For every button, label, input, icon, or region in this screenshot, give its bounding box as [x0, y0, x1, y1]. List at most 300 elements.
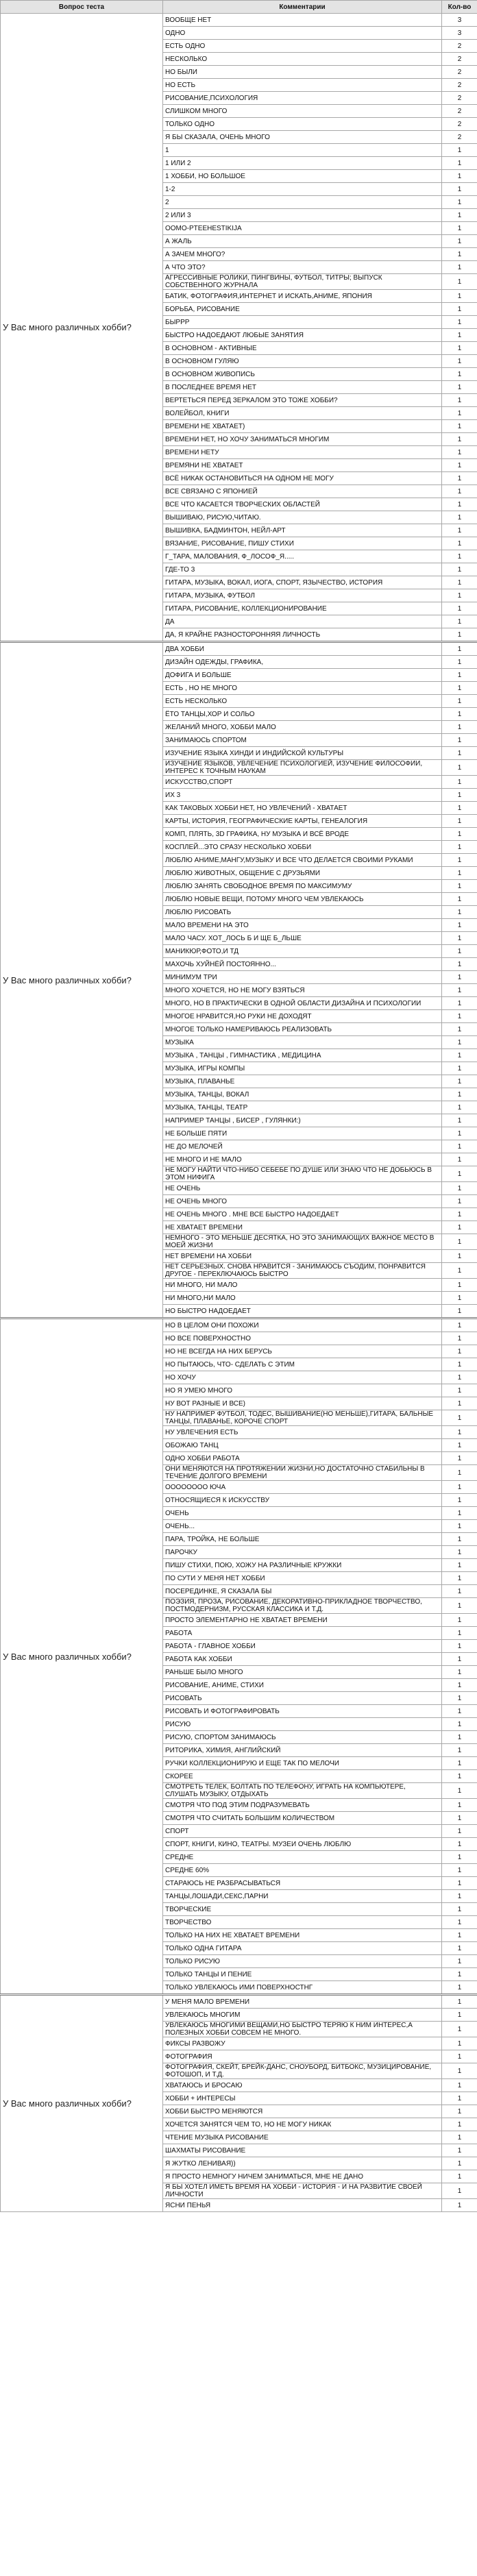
question-header: Вопрос теста — [1, 1, 163, 14]
count-cell: 1 — [442, 183, 477, 196]
comment-cell: МУЗЫКА — [163, 1036, 442, 1049]
comment-cell: НЕ МОГУ НАЙТИ ЧТО-НИБО СЕБЕБЕ ПО ДУШЕ ИЛИ ЗНАЮ ЧТО НЕ ДОБЬЮСЬ В ЭТОМ НИФИГА — [163, 1166, 442, 1182]
count-cell: 1 — [442, 669, 477, 682]
count-cell: 1 — [442, 394, 477, 407]
comment-cell: ТОЛЬКО УВЛЕКАЮСЬ ИМИ ПОВЕРХНОСТНГ — [163, 1981, 442, 1995]
comment-cell: 1 — [163, 144, 442, 157]
comment-cell: СРЕДНЕ 60% — [163, 1864, 442, 1877]
count-cell: 1 — [442, 381, 477, 394]
count-cell: 1 — [442, 274, 477, 290]
comment-cell: УВЛЕКАЮСЬ МНОГИМ — [163, 2009, 442, 2022]
count-cell: 1 — [442, 615, 477, 628]
count-cell: 1 — [442, 261, 477, 274]
count-cell: 1 — [442, 2170, 477, 2183]
count-cell: 2 — [442, 131, 477, 144]
comment-cell: НЕТ ВРЕМЕНИ НА ХОББИ — [163, 1250, 442, 1263]
count-header: Кол-во — [442, 1, 477, 14]
count-cell: 1 — [442, 420, 477, 433]
comment-cell: СРЕДНЕ — [163, 1851, 442, 1864]
comment-cell: ПИШУ СТИХИ, ПОЮ, ХОЖУ НА РАЗЛИЧНЫЕ КРУЖКИ — [163, 1559, 442, 1572]
count-cell: 1 — [442, 802, 477, 815]
comment-header: Комментарии — [163, 1, 442, 14]
count-cell: 1 — [442, 2063, 477, 2079]
comment-cell: ВООБЩЕ НЕТ — [163, 14, 442, 27]
comment-cell: ГИТАРА, РИСОВАНИЕ, КОЛЛЕКЦИОНИРОВАНИЕ — [163, 602, 442, 615]
comment-cell: НЕ ДО МЕЛОЧЕЙ — [163, 1140, 442, 1153]
comment-cell: ТВОРЧЕСТВО — [163, 1916, 442, 1929]
count-cell: 1 — [442, 906, 477, 919]
comment-cell: ВСЁ НИКАК ОСТАНОВИТЬСЯ НА ОДНОМ НЕ МОГУ — [163, 472, 442, 485]
count-cell: 1 — [442, 433, 477, 446]
count-cell: 1 — [442, 485, 477, 498]
comment-cell: НО В ЦЕЛОМ ОНИ ПОХОЖИ — [163, 1318, 442, 1332]
count-cell: 1 — [442, 1968, 477, 1981]
comment-cell: OOMO-PTEEHESTIKIJA — [163, 222, 442, 235]
comment-cell: ВЫШИВАЮ, РИСУЮ,ЧИТАЮ. — [163, 511, 442, 524]
comment-cell: А ЗАЧЕМ МНОГО? — [163, 248, 442, 261]
comment-cell: ТАНЦЫ,ЛОШАДИ,СЕКС,ПАРНИ — [163, 1890, 442, 1903]
comment-cell: РИТОРИКА, ХИМИЯ, АНГЛИЙСКИЙ — [163, 1744, 442, 1757]
comment-cell: 2 — [163, 196, 442, 209]
comment-cell: ПО СУТИ У МЕНЯ НЕТ ХОББИ — [163, 1572, 442, 1585]
count-cell: 1 — [442, 1572, 477, 1585]
comment-cell: МАНИКЮР,ФОТО,И ТД — [163, 945, 442, 958]
comment-cell: ВРЕМЯНИ НЕ ХВАТАЕТ — [163, 459, 442, 472]
comment-cell: ХОББИ + ИНТЕРЕСЫ — [163, 2092, 442, 2105]
comment-cell: ПОСЕРЕДИНКЕ, Я СКАЗАЛА БЫ — [163, 1585, 442, 1598]
question-cell: У Вас много различных хобби? — [1, 642, 163, 1318]
comment-cell: НУ НАПРИМЕР ФУТБОЛ, ТОДЕС, ВЫШИВАНИЕ(НО МЕНЬШЕ),ГИТАРА, БАЛЬНЫЕ ТАНЦЫ, ПЛАВАНЬЕ, КОРОЧЕ СПОРТ — [163, 1410, 442, 1426]
comment-cell: МАЛО ВРЕМЕНИ НА ЭТО — [163, 919, 442, 932]
count-cell: 1 — [442, 1718, 477, 1731]
comment-cell: ПОЭЗИЯ, ПРОЗА, РИСОВАНИЕ, ДЕКОРАТИВНО-ПРИКЛАДНОЕ ТВОРЧЕСТВО, ПОСТМОДЕРНИЗМ, РУССКАЯ КЛАССИКА И Т.Д. — [163, 1598, 442, 1614]
comment-cell: СПОРТ, КНИГИ, КИНО, ТЕАТРЫ. МУЗЕИ ОЧЕНЬ ЛЮБЛЮ — [163, 1838, 442, 1851]
count-cell: 1 — [442, 1598, 477, 1614]
comment-cell: МУЗЫКА , ТАНЦЫ , ГИМНАСТИКА , МЕДИЦИНА — [163, 1049, 442, 1062]
count-cell: 1 — [442, 407, 477, 420]
count-cell: 1 — [442, 1494, 477, 1507]
comment-cell: ВРЕМЕНИ НЕТ, НО ХОЧУ ЗАНИМАТЬСЯ МНОГИМ — [163, 433, 442, 446]
count-cell: 2 — [442, 66, 477, 79]
count-cell: 1 — [442, 1127, 477, 1140]
count-cell: 1 — [442, 342, 477, 355]
count-cell: 1 — [442, 1153, 477, 1166]
count-cell: 1 — [442, 734, 477, 747]
count-cell: 3 — [442, 27, 477, 40]
count-cell: 1 — [442, 893, 477, 906]
count-cell: 2 — [442, 53, 477, 66]
count-cell: 1 — [442, 1812, 477, 1825]
comment-cell: ХОЧЕТСЯ ЗАНЯТСЯ ЧЕМ ТО, НО НЕ МОГУ НИКАК — [163, 2118, 442, 2131]
count-cell: 1 — [442, 589, 477, 602]
count-cell: 1 — [442, 1234, 477, 1250]
count-cell: 1 — [442, 1731, 477, 1744]
comment-cell: СТАРАЮСЬ НЕ РАЗБРАСЫВАТЬСЯ — [163, 1877, 442, 1890]
comment-cell: ДА — [163, 615, 442, 628]
comment-cell: ОТНОСЯЩИЕСЯ К ИСКУССТВУ — [163, 1494, 442, 1507]
comment-cell: В ОСНОВНОМ ГУЛЯЮ — [163, 355, 442, 368]
comment-cell: ОЧЕНЬ... — [163, 1520, 442, 1533]
comment-cell: НЕ МНОГО И НЕ МАЛО — [163, 1153, 442, 1166]
comment-cell: 1 ИЛИ 2 — [163, 157, 442, 170]
count-cell: 1 — [442, 2079, 477, 2092]
comment-cell: ТОЛЬКО ОДНА ГИТАРА — [163, 1942, 442, 1955]
comment-cell: НЕ ХВАТАЕТ ВРЕМЕНИ — [163, 1221, 442, 1234]
count-cell: 1 — [442, 1640, 477, 1653]
count-cell: 1 — [442, 1279, 477, 1292]
comment-cell: ЕСТЬ ОДНО — [163, 40, 442, 53]
count-cell: 1 — [442, 1452, 477, 1465]
comment-cell: 1 ХОББИ, НО БОЛЬШОЕ — [163, 170, 442, 183]
count-cell: 1 — [442, 1397, 477, 1410]
count-cell: 1 — [442, 1838, 477, 1851]
count-cell: 1 — [442, 1666, 477, 1679]
count-cell: 1 — [442, 1305, 477, 1318]
count-cell: 1 — [442, 576, 477, 589]
count-cell: 1 — [442, 2157, 477, 2170]
comment-cell: МУЗЫКА, ПЛАВАНЬЕ — [163, 1075, 442, 1088]
comment-cell: НУ ВОТ РАЗНЫЕ И ВСЕ) — [163, 1397, 442, 1410]
count-cell: 1 — [442, 1995, 477, 2009]
comment-cell: ЗАНИМАЮСЬ СПОРТОМ — [163, 734, 442, 747]
comment-cell: ОНИ МЕНЯЮТСЯ НА ПРОТЯЖЕНИИ ЖИЗНИ,НО ДОСТАТОЧНО СТАБИЛЬНЫ В ТЕЧЕНИЕ ДОЛГОГО ВРЕМЕНИ — [163, 1465, 442, 1481]
comment-cell: ИСКУССТВО,СПОРТ — [163, 776, 442, 789]
count-cell: 1 — [442, 1955, 477, 1968]
question-cell: У Вас много различных хобби? — [1, 1318, 163, 1995]
count-cell: 1 — [442, 1023, 477, 1036]
comment-cell: ВСЕ ЧТО КАСАЕТСЯ ТВОРЧЕСКИХ ОБЛАСТЕЙ — [163, 498, 442, 511]
count-cell: 1 — [442, 1627, 477, 1640]
comment-cell: НО ПЫТАЮСЬ, ЧТО- СДЕЛАТЬ С ЭТИМ — [163, 1358, 442, 1371]
count-cell: 1 — [442, 1358, 477, 1371]
count-cell: 1 — [442, 498, 477, 511]
comment-cell: ЛЮБЛЮ НОВЫЕ ВЕЩИ, ПОТОМУ МНОГО ЧЕМ УВЛЕКАЮСЬ — [163, 893, 442, 906]
comment-cell: МНОГО ХОЧЕТСЯ, НО НЕ МОГУ ВЗЯТЬСЯ — [163, 984, 442, 997]
count-cell: 1 — [442, 196, 477, 209]
comment-cell: В ОСНОВНОМ ЖИВОПИСЬ — [163, 368, 442, 381]
count-cell: 1 — [442, 1614, 477, 1627]
comment-cell: НЕСКОЛЬКО — [163, 53, 442, 66]
count-cell: 1 — [442, 1195, 477, 1208]
comment-cell: РАБОТА — [163, 1627, 442, 1640]
comment-cell: ЛЮБЛЮ ЖИВОТНЫХ, ОБЩЕНИЕ С ДРУЗЬЯМИ — [163, 867, 442, 880]
table-row — [1, 1318, 477, 1332]
comment-cell: ОДНО ХОББИ РАБОТА — [163, 1452, 442, 1465]
comment-cell: ОООООООО ЮЧА — [163, 1481, 442, 1494]
count-cell: 1 — [442, 1036, 477, 1049]
comment-cell: НЕ ОЧЕНЬ МНОГО . МНЕ ВСЕ БЫСТРО НАДОЕДАЕТ — [163, 1208, 442, 1221]
count-cell: 1 — [442, 368, 477, 381]
comment-cell: РИСОВАТЬ — [163, 1692, 442, 1705]
count-cell: 1 — [442, 1903, 477, 1916]
comment-cell: ТОЛЬКО НА НИХ НЕ ХВАТАЕТ ВРЕМЕНИ — [163, 1929, 442, 1942]
comment-cell: 2 ИЛИ 3 — [163, 209, 442, 222]
count-cell: 1 — [442, 1049, 477, 1062]
comment-cell: ВЫШИВКА, БАДМИНТОН, НЕЙЛ-АРТ — [163, 524, 442, 537]
count-cell: 1 — [442, 2009, 477, 2022]
comment-cell: ЖЕЛАНИЙ МНОГО, ХОББИ МАЛО — [163, 721, 442, 734]
comment-cell: МУЗЫКА, ТАНЦЫ, ТЕАТР — [163, 1101, 442, 1114]
comment-cell: Я ЖУТКО ЛЕНИВАЯ)) — [163, 2157, 442, 2170]
comment-cell: ХВАТАЮСЬ И БРОСАЮ — [163, 2079, 442, 2092]
comment-cell: ТВОРЧЕСКИЕ — [163, 1903, 442, 1916]
count-cell: 1 — [442, 1426, 477, 1439]
count-cell: 1 — [442, 1075, 477, 1088]
comment-cell: РИСОВАТЬ И ФОТОГРАФИРОВАТЬ — [163, 1705, 442, 1718]
comment-cell: В ПОСЛЕДНЕЕ ВРЕМЯ НЕТ — [163, 381, 442, 394]
comment-cell: АГРЕССИВНЫЕ РОЛИКИ, ПИНГВИНЫ, ФУТБОЛ, ТИТРЫ; ВЫПУСК СОБСТВЕННОГО ЖУРНАЛА — [163, 274, 442, 290]
count-cell: 1 — [442, 789, 477, 802]
count-cell: 1 — [442, 1507, 477, 1520]
count-cell: 1 — [442, 2183, 477, 2199]
comment-cell: МИНИМУМ ТРИ — [163, 971, 442, 984]
count-cell: 1 — [442, 2131, 477, 2144]
comment-cell: ФОТОГРАФИЯ, СКЕЙТ, БРЕЙК-ДАНС, СНОУБОРД, БИТБОКС, МУЗИЦИРОВАНИЕ, ФОТОШОП, И Т.Д. — [163, 2063, 442, 2079]
count-cell: 1 — [442, 2105, 477, 2118]
comment-cell: УВЛЕКАЮСЬ МНОГИМИ ВЕЩАМИ,НО БЫСТРО ТЕРЯЮ К НИМ ИНТЕРЕС,А ПОЛЕЗНЫХ ХОББИ СОВСЕМ НЕ МНОГО. — [163, 2022, 442, 2037]
count-cell: 1 — [442, 170, 477, 183]
count-cell: 1 — [442, 1546, 477, 1559]
count-cell: 1 — [442, 1221, 477, 1234]
count-cell: 1 — [442, 1916, 477, 1929]
count-cell: 1 — [442, 1851, 477, 1864]
count-cell: 1 — [442, 1371, 477, 1384]
count-cell: 1 — [442, 776, 477, 789]
count-cell: 1 — [442, 1770, 477, 1783]
comment-cell: ВЯЗАНИЕ, РИСОВАНИЕ, ПИШУ СТИХИ — [163, 537, 442, 550]
comment-cell: ГИТАРА, МУЗЫКА, ФУТБОЛ — [163, 589, 442, 602]
comment-cell: НО БЫСТРО НАДОЕДАЕТ — [163, 1305, 442, 1318]
count-cell: 1 — [442, 971, 477, 984]
count-cell: 1 — [442, 290, 477, 303]
comment-cell: РАБОТА КАК ХОББИ — [163, 1653, 442, 1666]
comment-cell: МАХОЧЬ ХУЙНЁЙ ПОСТОЯННО... — [163, 958, 442, 971]
count-cell: 1 — [442, 828, 477, 841]
count-cell: 1 — [442, 919, 477, 932]
comment-cell: МУЗЫКА, ТАНЦЫ, ВОКАЛ — [163, 1088, 442, 1101]
count-cell: 1 — [442, 1345, 477, 1358]
count-cell: 1 — [442, 1890, 477, 1903]
count-cell: 1 — [442, 1465, 477, 1481]
comment-cell: НО ЕСТЬ — [163, 79, 442, 92]
count-cell: 1 — [442, 841, 477, 854]
table-row — [1, 642, 477, 656]
count-cell: 2 — [442, 40, 477, 53]
count-cell: 1 — [442, 235, 477, 248]
count-cell: 1 — [442, 209, 477, 222]
comment-cell: ТОЛЬКО РИСУЮ — [163, 1955, 442, 1968]
count-cell: 1 — [442, 1250, 477, 1263]
question-cell: У Вас много различных хобби? — [1, 1995, 163, 2212]
count-cell: 1 — [442, 1114, 477, 1127]
comment-cell: РАБОТА - ГЛАВНОЕ ХОББИ — [163, 1640, 442, 1653]
count-cell: 1 — [442, 747, 477, 760]
count-cell: 1 — [442, 695, 477, 708]
comment-cell: ЛЮБЛЮ АНИМЕ,МАНГУ,МУЗЫКУ И ВСЕ ЧТО ДЕЛАЕТСЯ СВОИМИ РУКАМИ — [163, 854, 442, 867]
count-cell: 1 — [442, 628, 477, 642]
count-cell: 1 — [442, 1520, 477, 1533]
comment-cell: НЕ ОЧЕНЬ — [163, 1182, 442, 1195]
count-cell: 1 — [442, 1877, 477, 1890]
count-cell: 1 — [442, 1062, 477, 1075]
count-cell: 1 — [442, 708, 477, 721]
comment-cell: НЕ ОЧЕНЬ МНОГО — [163, 1195, 442, 1208]
count-cell: 1 — [442, 2050, 477, 2063]
count-cell: 1 — [442, 958, 477, 971]
comment-cell: ПАРОЧКУ — [163, 1546, 442, 1559]
comment-cell: НО БЫЛИ — [163, 66, 442, 79]
table-row — [1, 14, 477, 27]
comment-cell: Г_ТАРА, МАЛОВАНИЯ, Ф_ЛОСОФ_Я..... — [163, 550, 442, 563]
count-cell: 1 — [442, 1088, 477, 1101]
count-cell: 1 — [442, 1692, 477, 1705]
comment-cell: НО Я УМЕЮ МНОГО — [163, 1384, 442, 1397]
count-cell: 1 — [442, 1101, 477, 1114]
count-cell: 1 — [442, 1757, 477, 1770]
count-cell: 1 — [442, 1481, 477, 1494]
comment-cell: ЛЮБЛЮ РИСОВАТЬ — [163, 906, 442, 919]
count-cell: 1 — [442, 642, 477, 656]
count-cell: 1 — [442, 945, 477, 958]
comment-cell: Я БЫ ХОТЕЛ ИМЕТЬ ВРЕМЯ НА ХОББИ - ИСТОРИЯ - И НА РАЗВИТИЕ СВОЕЙ ЛИЧНОСТИ — [163, 2183, 442, 2199]
count-cell: 1 — [442, 2118, 477, 2131]
count-cell: 1 — [442, 1783, 477, 1799]
comment-cell: РИСУЮ, СПОРТОМ ЗАНИМАЮСЬ — [163, 1731, 442, 1744]
comment-cell: ГДЕ-ТО 3 — [163, 563, 442, 576]
comment-cell: НЕТ СЕРЬЕЗНЫХ. СНОВА НРАВИТСЯ - ЗАНИМАЮСЬ СЪОДИМ, ПОНРАВИТСЯ ДРУГОЕ - ПЕРЕКЛЮЧАЮСЬ БЫСТРО — [163, 1263, 442, 1279]
comment-cell: ВЕРТЕТЬСЯ ПЕРЕД ЗЕРКАЛОМ ЭТО ТОЖЕ ХОББИ? — [163, 394, 442, 407]
count-cell: 1 — [442, 157, 477, 170]
comment-cell: НАПРИМЕР ТАНЦЫ , БИСЕР , ГУЛЯНКИ:) — [163, 1114, 442, 1127]
count-cell: 2 — [442, 92, 477, 105]
question-cell: У Вас много различных хобби? — [1, 14, 163, 642]
count-cell: 1 — [442, 303, 477, 316]
comment-cell: У МЕНЯ МАЛО ВРЕМЕНИ — [163, 1995, 442, 2009]
count-cell: 1 — [442, 1140, 477, 1153]
comment-cell: НУ УВЛЕЧЕНИЯ ЕСТЬ — [163, 1426, 442, 1439]
comment-cell: ДА, Я КРАЙНЕ РАЗНОСТОРОННЯЯ ЛИЧНОСТЬ — [163, 628, 442, 642]
comment-cell: КАРТЫ, ИСТОРИЯ, ГЕОГРАФИЧЕСКИЕ КАРТЫ, ГЕНЕАЛОГИЯ — [163, 815, 442, 828]
count-cell: 1 — [442, 1679, 477, 1692]
comment-cell: СПОРТ — [163, 1825, 442, 1838]
comment-cell: 1-2 — [163, 183, 442, 196]
count-cell: 1 — [442, 316, 477, 329]
comment-cell: В ОСНОВНОМ - АКТИВНЫЕ — [163, 342, 442, 355]
count-cell: 1 — [442, 682, 477, 695]
comment-cell: РИСУЮ — [163, 1718, 442, 1731]
count-cell: 1 — [442, 524, 477, 537]
count-cell: 2 — [442, 105, 477, 118]
comment-cell: РИСОВАНИЕ, АНИМЕ, СТИХИ — [163, 1679, 442, 1692]
table-row — [1, 1995, 477, 2009]
comment-cell: ГИТАРА, МУЗЫКА, ВОКАЛ, ИОГА, СПОРТ, ЯЗЫЧЕСТВО, ИСТОРИЯ — [163, 576, 442, 589]
comment-cell: МНОГО, НО В ПРАКТИЧЕСКИ В ОДНОЙ ОБЛАСТИ ДИЗАЙНА И ПСИХОЛОГИИ — [163, 997, 442, 1010]
count-cell: 1 — [442, 1208, 477, 1221]
comment-cell: ШАХМАТЫ РИСОВАНИЕ — [163, 2144, 442, 2157]
count-cell: 1 — [442, 2022, 477, 2037]
comment-cell: БЫСТРО НАДОЕДАЮТ ЛЮБЫЕ ЗАНЯТИЯ — [163, 329, 442, 342]
comment-cell: ВОЛЕЙБОЛ, КНИГИ — [163, 407, 442, 420]
count-cell: 1 — [442, 1410, 477, 1426]
count-cell: 1 — [442, 472, 477, 485]
comment-cell: ТОЛЬКО ТАНЦЫ И ПЕНИЕ — [163, 1968, 442, 1981]
count-cell: 1 — [442, 144, 477, 157]
count-cell: 1 — [442, 550, 477, 563]
count-cell: 1 — [442, 1559, 477, 1572]
comment-cell: РАНЬШЕ БЫЛО МНОГО — [163, 1666, 442, 1679]
count-cell: 1 — [442, 1653, 477, 1666]
comment-cell: НО ВСЕ ПОВЕРХНОСТНО — [163, 1332, 442, 1345]
comment-cell: СМОТРЕТЬ ТЕЛЕК, БОЛТАТЬ ПО ТЕЛЕФОНУ, ИГРАТЬ НА КОМПЬЮТЕРЕ, СЛУШАТЬ МУЗЫКУ, ОТДЫХАТЬ — [163, 1783, 442, 1799]
count-cell: 1 — [442, 854, 477, 867]
comment-cell: ЛЮБЛЮ ЗАНЯТЬ СВОБОДНОЕ ВРЕМЯ ПО МАКСИМУМУ — [163, 880, 442, 893]
comment-cell: БАТИК, ФОТОГРАФИЯ,ИНТЕРНЕТ И ИСКАТЬ,АНИМЕ, ЯПОНИЯ — [163, 290, 442, 303]
comment-cell: СКОРЕЕ — [163, 1770, 442, 1783]
count-cell: 1 — [442, 815, 477, 828]
comment-cell: РУЧКИ КОЛЛЕКЦИОНИРУЮ И ЕЩЕ ТАК ПО МЕЛОЧИ — [163, 1757, 442, 1770]
comment-cell: ОЧЕНЬ — [163, 1507, 442, 1520]
comment-cell: ЯСНИ ПЕНЬЯ — [163, 2199, 442, 2212]
count-cell: 1 — [442, 867, 477, 880]
comment-cell: КОМП, ПЛЯТЬ, 3D ГРАФИКА, НУ МУЗЫКА И ВСЁ ВРОДЕ — [163, 828, 442, 841]
count-cell: 1 — [442, 446, 477, 459]
comment-cell: А ЖАЛЬ — [163, 235, 442, 248]
count-cell: 1 — [442, 222, 477, 235]
comment-cell: ДВА ХОББИ — [163, 642, 442, 656]
comment-cell: ПАРА, ТРОЙКА, НЕ БОЛЬШЕ — [163, 1533, 442, 1546]
comment-cell: ДИЗАЙН ОДЕЖДЫ, ГРАФИКА, — [163, 656, 442, 669]
count-cell: 1 — [442, 248, 477, 261]
count-cell: 1 — [442, 1332, 477, 1345]
comment-cell: ИХ 3 — [163, 789, 442, 802]
comment-cell: КАК ТАКОВЫХ ХОББИ НЕТ, НО УВЛЕЧЕНИЙ - ХВАТАЕТ — [163, 802, 442, 815]
count-cell: 1 — [442, 997, 477, 1010]
table-body — [1, 14, 477, 2212]
comment-cell: ЧТЕНИЕ МУЗЫКА РИСОВАНИЕ — [163, 2131, 442, 2144]
comment-cell: ЕСТЬ , НО НЕ МНОГО — [163, 682, 442, 695]
comment-cell: НИ МНОГО,НИ МАЛО — [163, 1292, 442, 1305]
count-cell: 1 — [442, 880, 477, 893]
count-cell: 1 — [442, 355, 477, 368]
count-cell: 1 — [442, 984, 477, 997]
count-cell: 1 — [442, 1318, 477, 1332]
count-cell: 1 — [442, 563, 477, 576]
comment-cell: А ЧТО ЭТО? — [163, 261, 442, 274]
comment-cell: ИЗУЧЕНИЕ ЯЗЫКОВ, УВЛЕЧЕНИЕ ПСИХОЛОГИЕЙ, ИЗУЧЕНИЕ ФИЛОСОФИИ, ИНТЕРЕС К ТОЧНЫМ НАУКАМ — [163, 760, 442, 776]
count-cell: 1 — [442, 1182, 477, 1195]
comment-cell: МАЛО ЧАСУ. ХОТ_ЛОСЬ Б И ЩЕ Б_ЛЬШЕ — [163, 932, 442, 945]
comment-cell: МУЗЫКА, ИГРЫ КОМПЫ — [163, 1062, 442, 1075]
count-cell: 1 — [442, 602, 477, 615]
comment-cell: ЁТО ТАНЦЫ,ХОР И СОЛЬО — [163, 708, 442, 721]
count-cell: 1 — [442, 932, 477, 945]
count-cell: 3 — [442, 14, 477, 27]
comment-cell: ФОТОГРАФИЯ — [163, 2050, 442, 2063]
comment-cell: КОСПЛЕЙ...ЭТО СРАЗУ НЕСКОЛЬКО ХОББИ — [163, 841, 442, 854]
comment-cell: МНОГОЕ ТОЛЬКО НАМЕРИВАЮСЬ РЕАЛИЗОВАТЬ — [163, 1023, 442, 1036]
comment-cell: МНОГОЕ НРАВИТСЯ,НО РУКИ НЕ ДОХОДЯТ — [163, 1010, 442, 1023]
count-cell: 1 — [442, 1533, 477, 1546]
comment-cell: БЫРРР — [163, 316, 442, 329]
count-cell: 1 — [442, 1263, 477, 1279]
count-cell: 1 — [442, 1825, 477, 1838]
comment-cell: ВРЕМЕНИ НЕ ХВАТАЕТ) — [163, 420, 442, 433]
count-cell: 1 — [442, 329, 477, 342]
count-cell: 1 — [442, 2037, 477, 2050]
comment-cell: Я ПРОСТО НЕМНОГУ НИЧЕМ ЗАНИМАТЬСЯ, МНЕ НЕ ДАНО — [163, 2170, 442, 2183]
count-cell: 1 — [442, 1384, 477, 1397]
comment-cell: НО НЕ ВСЕГДА НА НИХ БЕРУСЬ — [163, 1345, 442, 1358]
